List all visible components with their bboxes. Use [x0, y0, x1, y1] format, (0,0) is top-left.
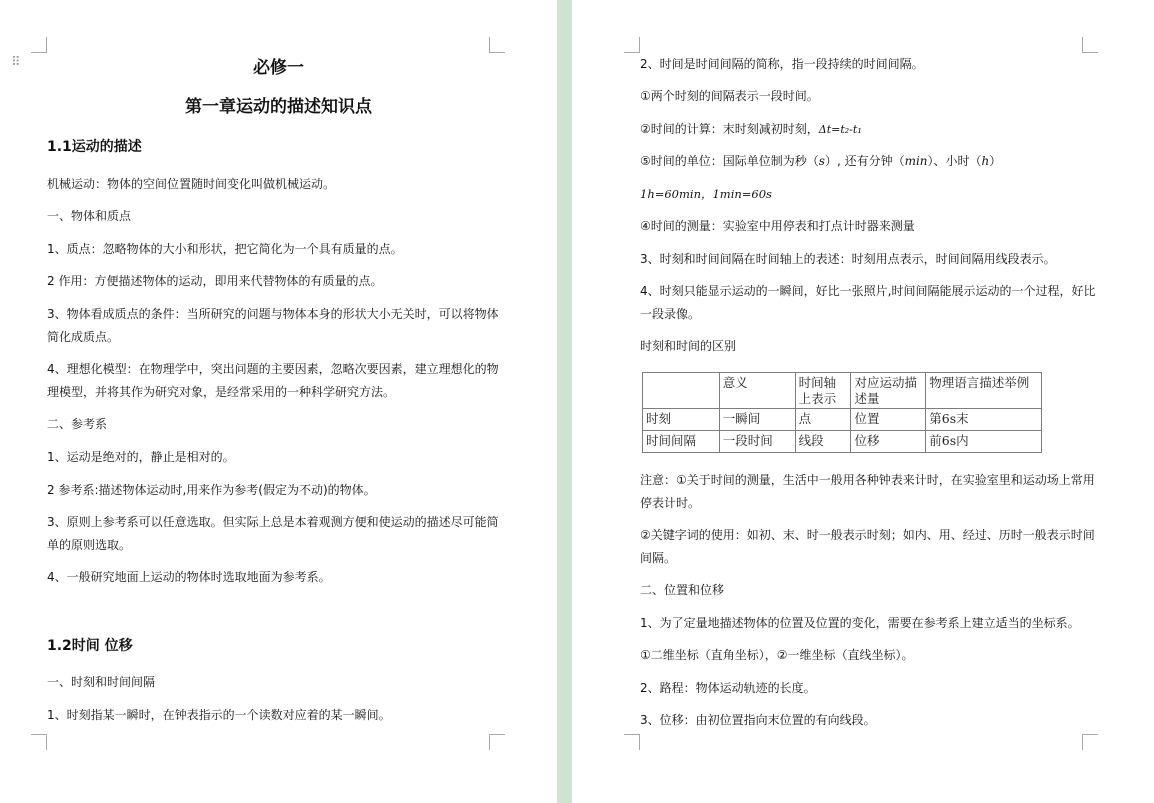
paragraph-line: 简化成质点。	[47, 330, 120, 344]
calc-formula: Δt=t₂-t₁	[818, 123, 862, 136]
section-heading: 1.2时间 位移	[47, 638, 133, 654]
table-cell: 时刻	[643, 409, 720, 431]
crop-mark	[489, 37, 505, 53]
unit-text: ）	[989, 154, 1002, 168]
table-cell: 点	[795, 409, 851, 431]
table-header-row	[643, 373, 1042, 409]
paragraph-line: 4、理想化模型：在物理学中，突出问题的主要因素，忽略次要因素，建立理想化的物	[47, 362, 499, 376]
paragraph-line: 2、路程：物体运动轨迹的长度。	[640, 681, 816, 695]
table-cell: 时间轴上表示	[795, 373, 851, 409]
unit-text: ⑤时间的单位：国际单位制为秒（	[640, 154, 819, 168]
paragraph-line: 注意：①关于时间的测量，生活中一般用各种钟表来计时，在实验室里和运动场上常用	[640, 473, 1095, 487]
document-title: 必修一	[253, 58, 304, 78]
paragraph-line: 1、运动是绝对的，静止是相对的。	[47, 450, 235, 464]
table-cell: 时间间隔	[643, 431, 720, 453]
paragraph-line: ①两个时刻的间隔表示一段时间。	[640, 89, 819, 103]
table-row	[643, 431, 1042, 453]
table-cell: 位置	[851, 409, 926, 431]
crop-mark	[1082, 734, 1098, 750]
section-heading: 1.1运动的描述	[47, 139, 142, 155]
paragraph-line: ④时间的测量：实验室中用停表和打点计时器来测量	[640, 219, 915, 233]
paragraph-line: 1、时刻指某一瞬时，在钟表指示的一个读数对应着的某一瞬间。	[47, 708, 391, 722]
unit-min: min	[904, 154, 928, 168]
table-cell: 一段时间	[719, 431, 795, 453]
table-cell: 一瞬间	[719, 409, 795, 431]
unit-s: s	[818, 154, 825, 168]
paragraph-line: 单的原则选取。	[47, 538, 132, 552]
paragraph-line: ①二维坐标（直角坐标），②一维坐标（直线坐标）。	[640, 648, 914, 662]
crop-mark	[489, 734, 505, 750]
paragraph-line: 一、时刻和时间间隔	[47, 675, 156, 689]
table-row	[643, 409, 1042, 431]
unit-text: ）、小时（	[927, 154, 982, 168]
paragraph-line	[640, 154, 1001, 168]
table-cell: 物理语言描述举例	[926, 373, 1042, 409]
paragraph-line: 二、位置和位移	[640, 583, 725, 597]
paragraph-line: 4、一般研究地面上运动的物体时选取地面为参考系。	[47, 570, 331, 584]
table-cell: 第6s末	[926, 409, 1042, 431]
crop-mark	[624, 37, 640, 53]
paragraph-line: 2 参考系:描述物体运动时,用来作为参考(假定为不动)的物体。	[47, 483, 376, 497]
paragraph-line: 一段录像。	[640, 307, 701, 321]
document-page-left	[0, 0, 557, 803]
chapter-title: 第一章运动的描述知识点	[185, 97, 372, 117]
paragraph-line: 理模型，并将其作为研究对象，是经常采用的一种科学研究方法。	[47, 385, 396, 399]
paragraph-line: 3、位移：由初位置指向末位置的有向线段。	[640, 713, 876, 727]
conversion-line: 1h=60min，1min=60s	[640, 187, 772, 201]
paragraph-line: 间隔。	[640, 551, 677, 565]
paragraph-line: 2 作用：方便描述物体的运动，即用来代替物体的有质量的点。	[47, 274, 383, 288]
table-cell: 线段	[795, 431, 851, 453]
paragraph-line: 4、时刻只能显示运动的一瞬间，好比一张照片,时间间隔能展示运动的一个过程，好比	[640, 284, 1096, 298]
paragraph-line: 1、为了定量地描述物体的位置及位置的变化，需要在参考系上建立适当的坐标系。	[640, 616, 1080, 630]
calc-text: ②时间的计算：末时刻减初时刻，	[640, 122, 819, 136]
paragraph-line: 1、质点：忽略物体的大小和形状，把它简化为一个具有质量的点。	[47, 242, 403, 256]
paragraph-line: 3、时刻和时间间隔在时间轴上的表述：时刻用点表示，时间间隔用线段表示。	[640, 252, 1056, 266]
table-cell: 意义	[719, 373, 795, 409]
unit-text: ）, 还有分钟（	[824, 154, 905, 168]
crop-mark	[31, 734, 47, 750]
table-cell	[643, 373, 720, 409]
paragraph-line: 3、物体看成质点的条件：当所研究的问题与物体本身的形状大小无关时，可以将物体	[47, 307, 499, 321]
crop-mark	[31, 37, 47, 53]
comparison-table	[642, 372, 1042, 453]
table-cell: 位移	[851, 431, 926, 453]
paragraph-line: 机械运动：物体的空间位置随时间变化叫做机械运动。	[47, 177, 336, 191]
paragraph-line: 3、原则上参考系可以任意选取。但实际上总是本着观测方便和使运动的描述尽可能简	[47, 515, 499, 529]
table-cell: 对应运动描述量	[851, 373, 926, 409]
paragraph-line: 停表计时。	[640, 496, 701, 510]
paragraph-line: 2、时间是时间间隔的简称，指一段持续的时间间隔。	[640, 57, 924, 71]
unit-h: h	[981, 154, 990, 168]
paragraph-line: 时刻和时间的区别	[640, 339, 737, 353]
paragraph-line: 一、物体和质点	[47, 209, 132, 223]
paragraph-line: ②关键字词的使用：如初、末、时一般表示时刻；如内、用、经过、历时一般表示时间	[640, 528, 1095, 542]
paragraph-line	[640, 122, 862, 137]
crop-mark	[1082, 37, 1098, 53]
table-cell: 前6s内	[926, 431, 1042, 453]
drag-handle-icon[interactable]: ⠿	[11, 55, 20, 70]
paragraph-line: 二、参考系	[47, 417, 108, 431]
crop-mark	[624, 734, 640, 750]
document-page-right	[572, 0, 1154, 803]
